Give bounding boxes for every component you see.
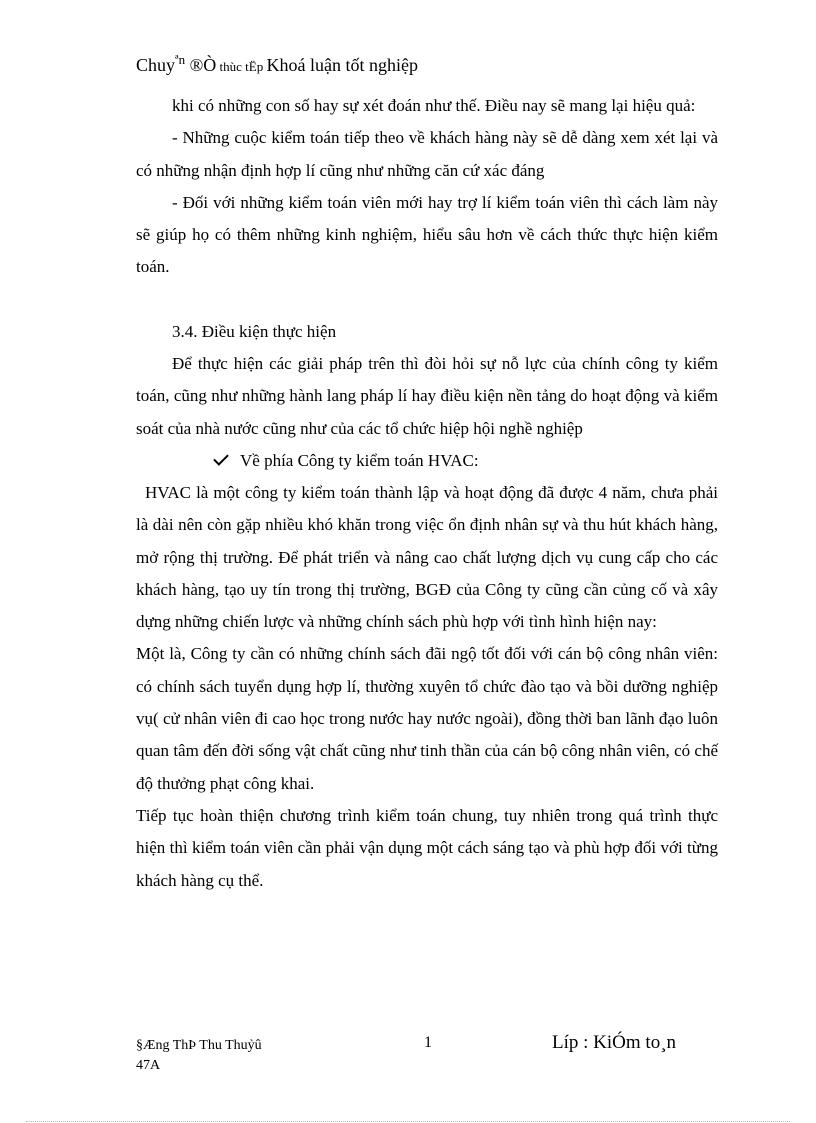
header-text-2: ªn [175,52,186,67]
class-code: 47A [136,1058,161,1073]
bullet-item [214,445,718,477]
section-heading: 3.4. Điều kiện thực hiện [172,321,337,341]
page-border [26,1121,790,1122]
page-header [136,47,418,80]
paragraph: Tiếp tục hoàn thiện chương trình kiểm toán chung, tuy nhiên trong quá trình thực hiện thì kiểm toán viên cần phải vận dụng một cách sáng tạo và phù hợp đối với từng khách hàng cụ thể. [136,805,718,890]
spacer [136,284,718,316]
header-text-3: ®Ò [185,55,217,75]
page-number: 1 [424,1034,432,1051]
paragraph: - Những cuộc kiểm toán tiếp theo về khách hàng này sẽ dễ dàng xem xét lại và có những nhận định hợp lí cũng như những căn cứ xác đáng [136,128,718,180]
header-title: Khoá luận tốt nghiệp [266,55,418,75]
bullet-text: Về phía Công ty kiểm toán HVAC: [240,450,479,470]
paragraph: HVAC là một công ty kiểm toán thành lập và hoạt động đã được 4 năm, chưa phải là dài nên còn gặp nhiều khó khăn trong việc ổn định nhân sự và thu hút khách hàng, mở rộng thị trường. Để phát triển và nâng cao chất lượng dịch vụ cung cấp cho các khách hàng, tạo uy tín trong thị trường, BGĐ của Công ty cũng cần củng cố và xây dựng những chiến lược và những chính sách phù hợp với tình hình hiện nay: [136,482,718,632]
paragraph: Một là, Công ty cần có những chính sách đãi ngộ tốt đối với cán bộ công nhân viên: có chính sách tuyển dụng hợp lí, thường xuyên tổ chức đào tạo và bồi dưỡng nghiệp vụ( cử nhân viên đi cao học trong nước hay nước ngoài), đồng thời ban lãnh đạo luôn quan tâm đến đời sống vật chất cũng như tinh thần của cán bộ công nhân viên, có chế độ thưởng phạt công khai. [136,644,718,793]
header-text-1: Chuy [136,55,176,75]
checkmark-icon [213,450,229,466]
paragraph: - Đối với những kiểm toán viên mới hay trợ lí kiểm toán viên thì cách làm này sẽ giúp họ có thêm những kinh nghiệm, hiểu sâu hơn về cách thức thực hiện kiểm toán. [136,192,718,277]
footer-author [136,1036,262,1076]
header-text-4: thùc tËp [216,59,267,74]
paragraph: Để thực hiện các giải pháp trên thì đòi hỏi sự nỗ lực của chính công ty kiểm toán, cũng như những hành lang pháp lí hay điều kiện nền tảng do hoạt động và kiểm soát của nhà nước cũng như của các tổ chức hiệp hội nghề nghiệp [136,354,718,438]
author-suffix: û [254,1038,262,1053]
author-name: §Æng ThÞ Thu Thuỷ [136,1038,255,1053]
footer-class: Líp : KiÓm to¸n [552,1032,677,1053]
document-body [136,90,718,897]
paragraph: khi có những con số hay sự xét đoán như thế. Điều nay sẽ mang lại hiệu quả: [172,96,696,115]
